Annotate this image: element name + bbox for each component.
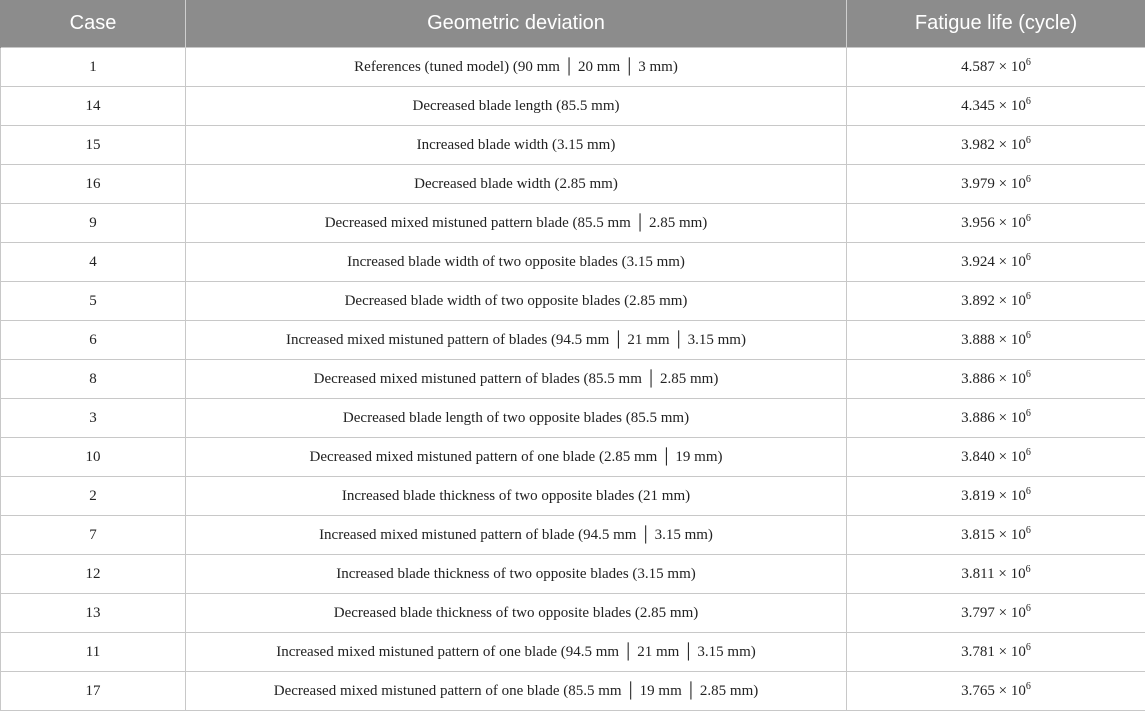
- fatigue-life-cell: [847, 204, 1145, 243]
- fatigue-life-value: 3.924 × 10: [961, 253, 1026, 270]
- deviation-cell: Increased blade thickness of two opposite blades (21 mm): [186, 477, 847, 516]
- fatigue-life-cell: [847, 282, 1145, 321]
- fatigue-life-cell: [847, 633, 1145, 672]
- case-cell: 11: [1, 633, 186, 672]
- deviation-cell: Decreased blade length (85.5 mm): [186, 87, 847, 126]
- deviation-cell: Increased mixed mistuned pattern of blade (94.5 mm │ 3.15 mm): [186, 516, 847, 555]
- header-geometric-deviation: Geometric deviation: [186, 0, 847, 48]
- deviation-cell: Increased blade thickness of two opposite blades (3.15 mm): [186, 555, 847, 594]
- deviation-cell: References (tuned model) (90 mm │ 20 mm │ 3 mm): [186, 48, 847, 87]
- fatigue-life-cell: [847, 321, 1145, 360]
- fatigue-life-cell: [847, 477, 1145, 516]
- fatigue-life-value: 3.840 × 10: [961, 448, 1026, 465]
- deviation-cell: Increased blade width of two opposite blades (3.15 mm): [186, 243, 847, 282]
- fatigue-life-exponent: 6: [1025, 95, 1031, 107]
- fatigue-life-value: 3.892 × 10: [961, 292, 1026, 309]
- table-body: [1, 48, 1145, 711]
- table-row: [1, 477, 1145, 516]
- table-row: [1, 282, 1145, 321]
- fatigue-life-cell: [847, 555, 1145, 594]
- deviation-cell: Decreased mixed mistuned pattern blade (85.5 mm │ 2.85 mm): [186, 204, 847, 243]
- case-cell: 12: [1, 555, 186, 594]
- fatigue-life-value: 3.888 × 10: [961, 331, 1026, 348]
- case-cell: 8: [1, 360, 186, 399]
- deviation-cell: Decreased blade thickness of two opposite blades (2.85 mm): [186, 594, 847, 633]
- case-cell: 3: [1, 399, 186, 438]
- fatigue-life-exponent: 6: [1025, 680, 1031, 692]
- table-row: [1, 399, 1145, 438]
- fatigue-life-exponent: 6: [1025, 329, 1031, 341]
- fatigue-life-exponent: 6: [1025, 641, 1031, 653]
- case-cell: 9: [1, 204, 186, 243]
- fatigue-life-exponent: 6: [1025, 407, 1031, 419]
- fatigue-life-cell: [847, 399, 1145, 438]
- case-cell: 15: [1, 126, 186, 165]
- fatigue-life-exponent: 6: [1025, 56, 1031, 68]
- deviation-cell: Decreased blade length of two opposite blades (85.5 mm): [186, 399, 847, 438]
- fatigue-life-exponent: 6: [1025, 368, 1031, 380]
- fatigue-life-exponent: 6: [1025, 212, 1031, 224]
- deviation-cell: Decreased mixed mistuned pattern of one blade (2.85 mm │ 19 mm): [186, 438, 847, 477]
- fatigue-life-value: 3.815 × 10: [961, 526, 1026, 543]
- fatigue-life-value: 3.811 × 10: [961, 565, 1026, 582]
- table-row: [1, 87, 1145, 126]
- fatigue-life-cell: [847, 165, 1145, 204]
- fatigue-life-cell: [847, 87, 1145, 126]
- fatigue-life-value: 3.886 × 10: [961, 370, 1026, 387]
- deviation-cell: Increased mixed mistuned pattern of one blade (94.5 mm │ 21 mm │ 3.15 mm): [186, 633, 847, 672]
- fatigue-life-cell: [847, 438, 1145, 477]
- fatigue-life-cell: [847, 360, 1145, 399]
- case-cell: 16: [1, 165, 186, 204]
- case-cell: 2: [1, 477, 186, 516]
- fatigue-life-value: 3.819 × 10: [961, 487, 1026, 504]
- deviation-cell: Decreased mixed mistuned pattern of one blade (85.5 mm │ 19 mm │ 2.85 mm): [186, 672, 847, 711]
- case-cell: 14: [1, 87, 186, 126]
- fatigue-life-value: 3.797 × 10: [961, 604, 1026, 621]
- table-row: [1, 126, 1145, 165]
- header-fatigue-life: Fatigue life (cycle): [847, 0, 1145, 48]
- table-row: [1, 555, 1145, 594]
- fatigue-life-cell: [847, 126, 1145, 165]
- fatigue-life-exponent: 6: [1025, 290, 1031, 302]
- table-row: [1, 516, 1145, 555]
- fatigue-life-exponent: 6: [1025, 602, 1031, 614]
- deviation-cell: Increased mixed mistuned pattern of blades (94.5 mm │ 21 mm │ 3.15 mm): [186, 321, 847, 360]
- fatigue-life-value: 4.345 × 10: [961, 97, 1026, 114]
- table-row: [1, 438, 1145, 477]
- fatigue-life-exponent: 6: [1025, 173, 1031, 185]
- table-row: [1, 165, 1145, 204]
- table-header: [1, 0, 1145, 48]
- header-case: Case: [1, 0, 186, 48]
- case-cell: 10: [1, 438, 186, 477]
- fatigue-life-exponent: 6: [1025, 134, 1031, 146]
- fatigue-life-cell: [847, 672, 1145, 711]
- deviation-cell: Decreased mixed mistuned pattern of blades (85.5 mm │ 2.85 mm): [186, 360, 847, 399]
- case-cell: 5: [1, 282, 186, 321]
- fatigue-life-cell: [847, 594, 1145, 633]
- fatigue-life-exponent: 6: [1025, 563, 1031, 575]
- fatigue-life-exponent: 6: [1025, 251, 1031, 263]
- header-row: [1, 0, 1145, 48]
- fatigue-life-value: 3.956 × 10: [961, 214, 1026, 231]
- deviation-cell: Increased blade width (3.15 mm): [186, 126, 847, 165]
- table-row: [1, 594, 1145, 633]
- deviation-cell: Decreased blade width of two opposite blades (2.85 mm): [186, 282, 847, 321]
- table-row: [1, 204, 1145, 243]
- fatigue-life-cell: [847, 48, 1145, 87]
- table-row: [1, 48, 1145, 87]
- table-row: [1, 321, 1145, 360]
- table-row: [1, 633, 1145, 672]
- case-cell: 4: [1, 243, 186, 282]
- fatigue-life-exponent: 6: [1025, 524, 1031, 536]
- fatigue-life-value: 3.765 × 10: [961, 682, 1026, 699]
- case-cell: 1: [1, 48, 186, 87]
- fatigue-life-exponent: 6: [1025, 446, 1031, 458]
- deviation-cell: Decreased blade width (2.85 mm): [186, 165, 847, 204]
- fatigue-life-cell: [847, 516, 1145, 555]
- fatigue-life-exponent: 6: [1025, 485, 1031, 497]
- fatigue-life-value: 4.587 × 10: [961, 58, 1026, 75]
- case-cell: 13: [1, 594, 186, 633]
- case-cell: 6: [1, 321, 186, 360]
- fatigue-life-cell: [847, 243, 1145, 282]
- table-row: [1, 360, 1145, 399]
- fatigue-life-value: 3.781 × 10: [961, 643, 1026, 660]
- case-cell: 7: [1, 516, 186, 555]
- table-row: [1, 672, 1145, 711]
- fatigue-life-value: 3.982 × 10: [961, 136, 1026, 153]
- fatigue-life-value: 3.886 × 10: [961, 409, 1026, 426]
- table-row: [1, 243, 1145, 282]
- fatigue-life-value: 3.979 × 10: [961, 175, 1026, 192]
- case-cell: 17: [1, 672, 186, 711]
